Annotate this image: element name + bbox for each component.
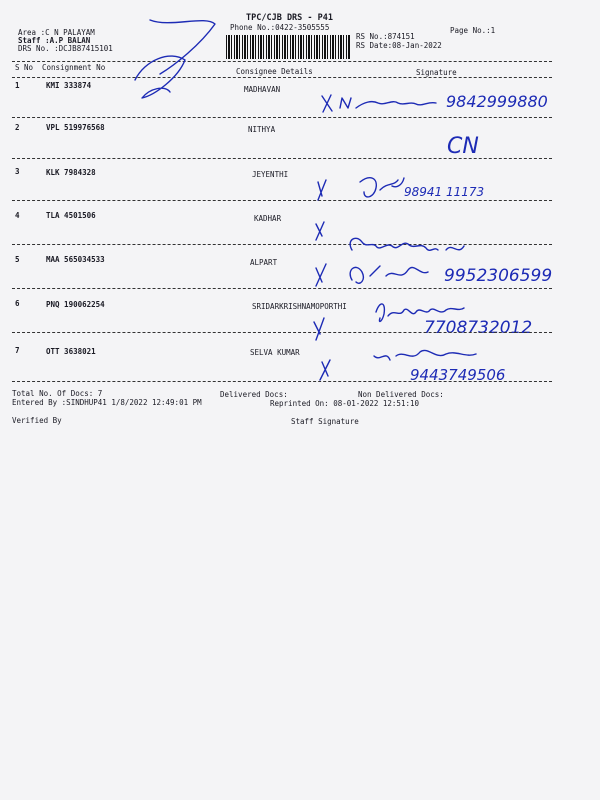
row-consignee: NITHYA [248,125,276,134]
row-sno: 4 [15,211,20,220]
row-consignment: VPL 519976568 [46,123,105,132]
non-delivered-docs: Non Delivered Docs: [358,390,444,399]
row-consignment: KLK 7984328 [46,168,96,177]
row-consignee: MADHAVAN [244,85,281,94]
row5-signature [350,266,428,283]
col-consignee: Consignee Details [236,67,313,76]
row-sno: 6 [15,299,20,308]
row-consignee: SELVA KUMAR [250,348,300,357]
row6-signature [376,304,464,322]
row-sno: 1 [15,81,20,90]
row-consignment: TLA 4501506 [46,211,96,220]
row-consignment: OTT 3638021 [46,347,96,356]
row-consignee: KADHAR [254,214,282,223]
delivery-marks [314,180,330,380]
row-consignee: SRIDARKRISHNAMOPORTHI [252,302,347,311]
row-consignee: JEYENTHI [252,170,289,179]
row1-mark [322,95,332,112]
handwritten-note: 98941 11173 [404,185,485,199]
row-consignment: PNQ 190062254 [46,300,105,309]
row-sno: 7 [15,346,20,355]
row1-signature [340,98,436,108]
page-number: Page No.:1 [450,26,496,35]
drs-number: DRS No. :DCJB87415101 [18,44,113,53]
row-sno: 3 [15,167,20,176]
reprinted-on: Reprinted On: 08-01-2022 12:51:10 [270,399,420,408]
handwritten-note: CN [447,134,479,159]
verified-by: Verified By [12,416,62,425]
row-sno: 5 [15,255,20,264]
row3-signature [360,178,404,197]
row-consignee: ALPART [250,258,278,267]
rs-date: RS Date:08-Jan-2022 [356,41,442,50]
row-consignment: KMI 333874 [46,81,92,90]
sheet-title: TPC/CJB DRS - P41 [246,13,333,23]
staff-signature-scribble [135,20,215,98]
entered-by: Entered By :SINDHUP41 1/8/2022 12:49:01 PM [12,398,202,407]
rs-number: RS No.:874151 [356,32,415,41]
total-docs: Total No. Of Docs: 7 [12,389,103,398]
handwritten-note: 9952306599 [444,266,553,286]
delivered-docs: Delivered Docs: [220,390,288,399]
row-consignment: MAA 565034533 [46,255,105,264]
area-label: Area :C N PALAYAM [18,28,95,37]
row4-signature [350,238,464,250]
handwritten-note: 9443749506 [410,366,506,384]
col-sno: S No [15,63,34,72]
handwritten-note: 7708732012 [424,318,533,338]
row7-signature [374,350,476,360]
staff-signature-label: Staff Signature [291,417,359,426]
handwritten-note: 9842999880 [446,92,548,111]
staff-label: Staff :A.P BALAN [18,36,91,45]
col-consignment: Consignment No [42,63,106,72]
phone-number: Phone No.:0422-3505555 [230,23,330,32]
row-sno: 2 [15,123,20,132]
col-signature: Signature [416,68,457,77]
